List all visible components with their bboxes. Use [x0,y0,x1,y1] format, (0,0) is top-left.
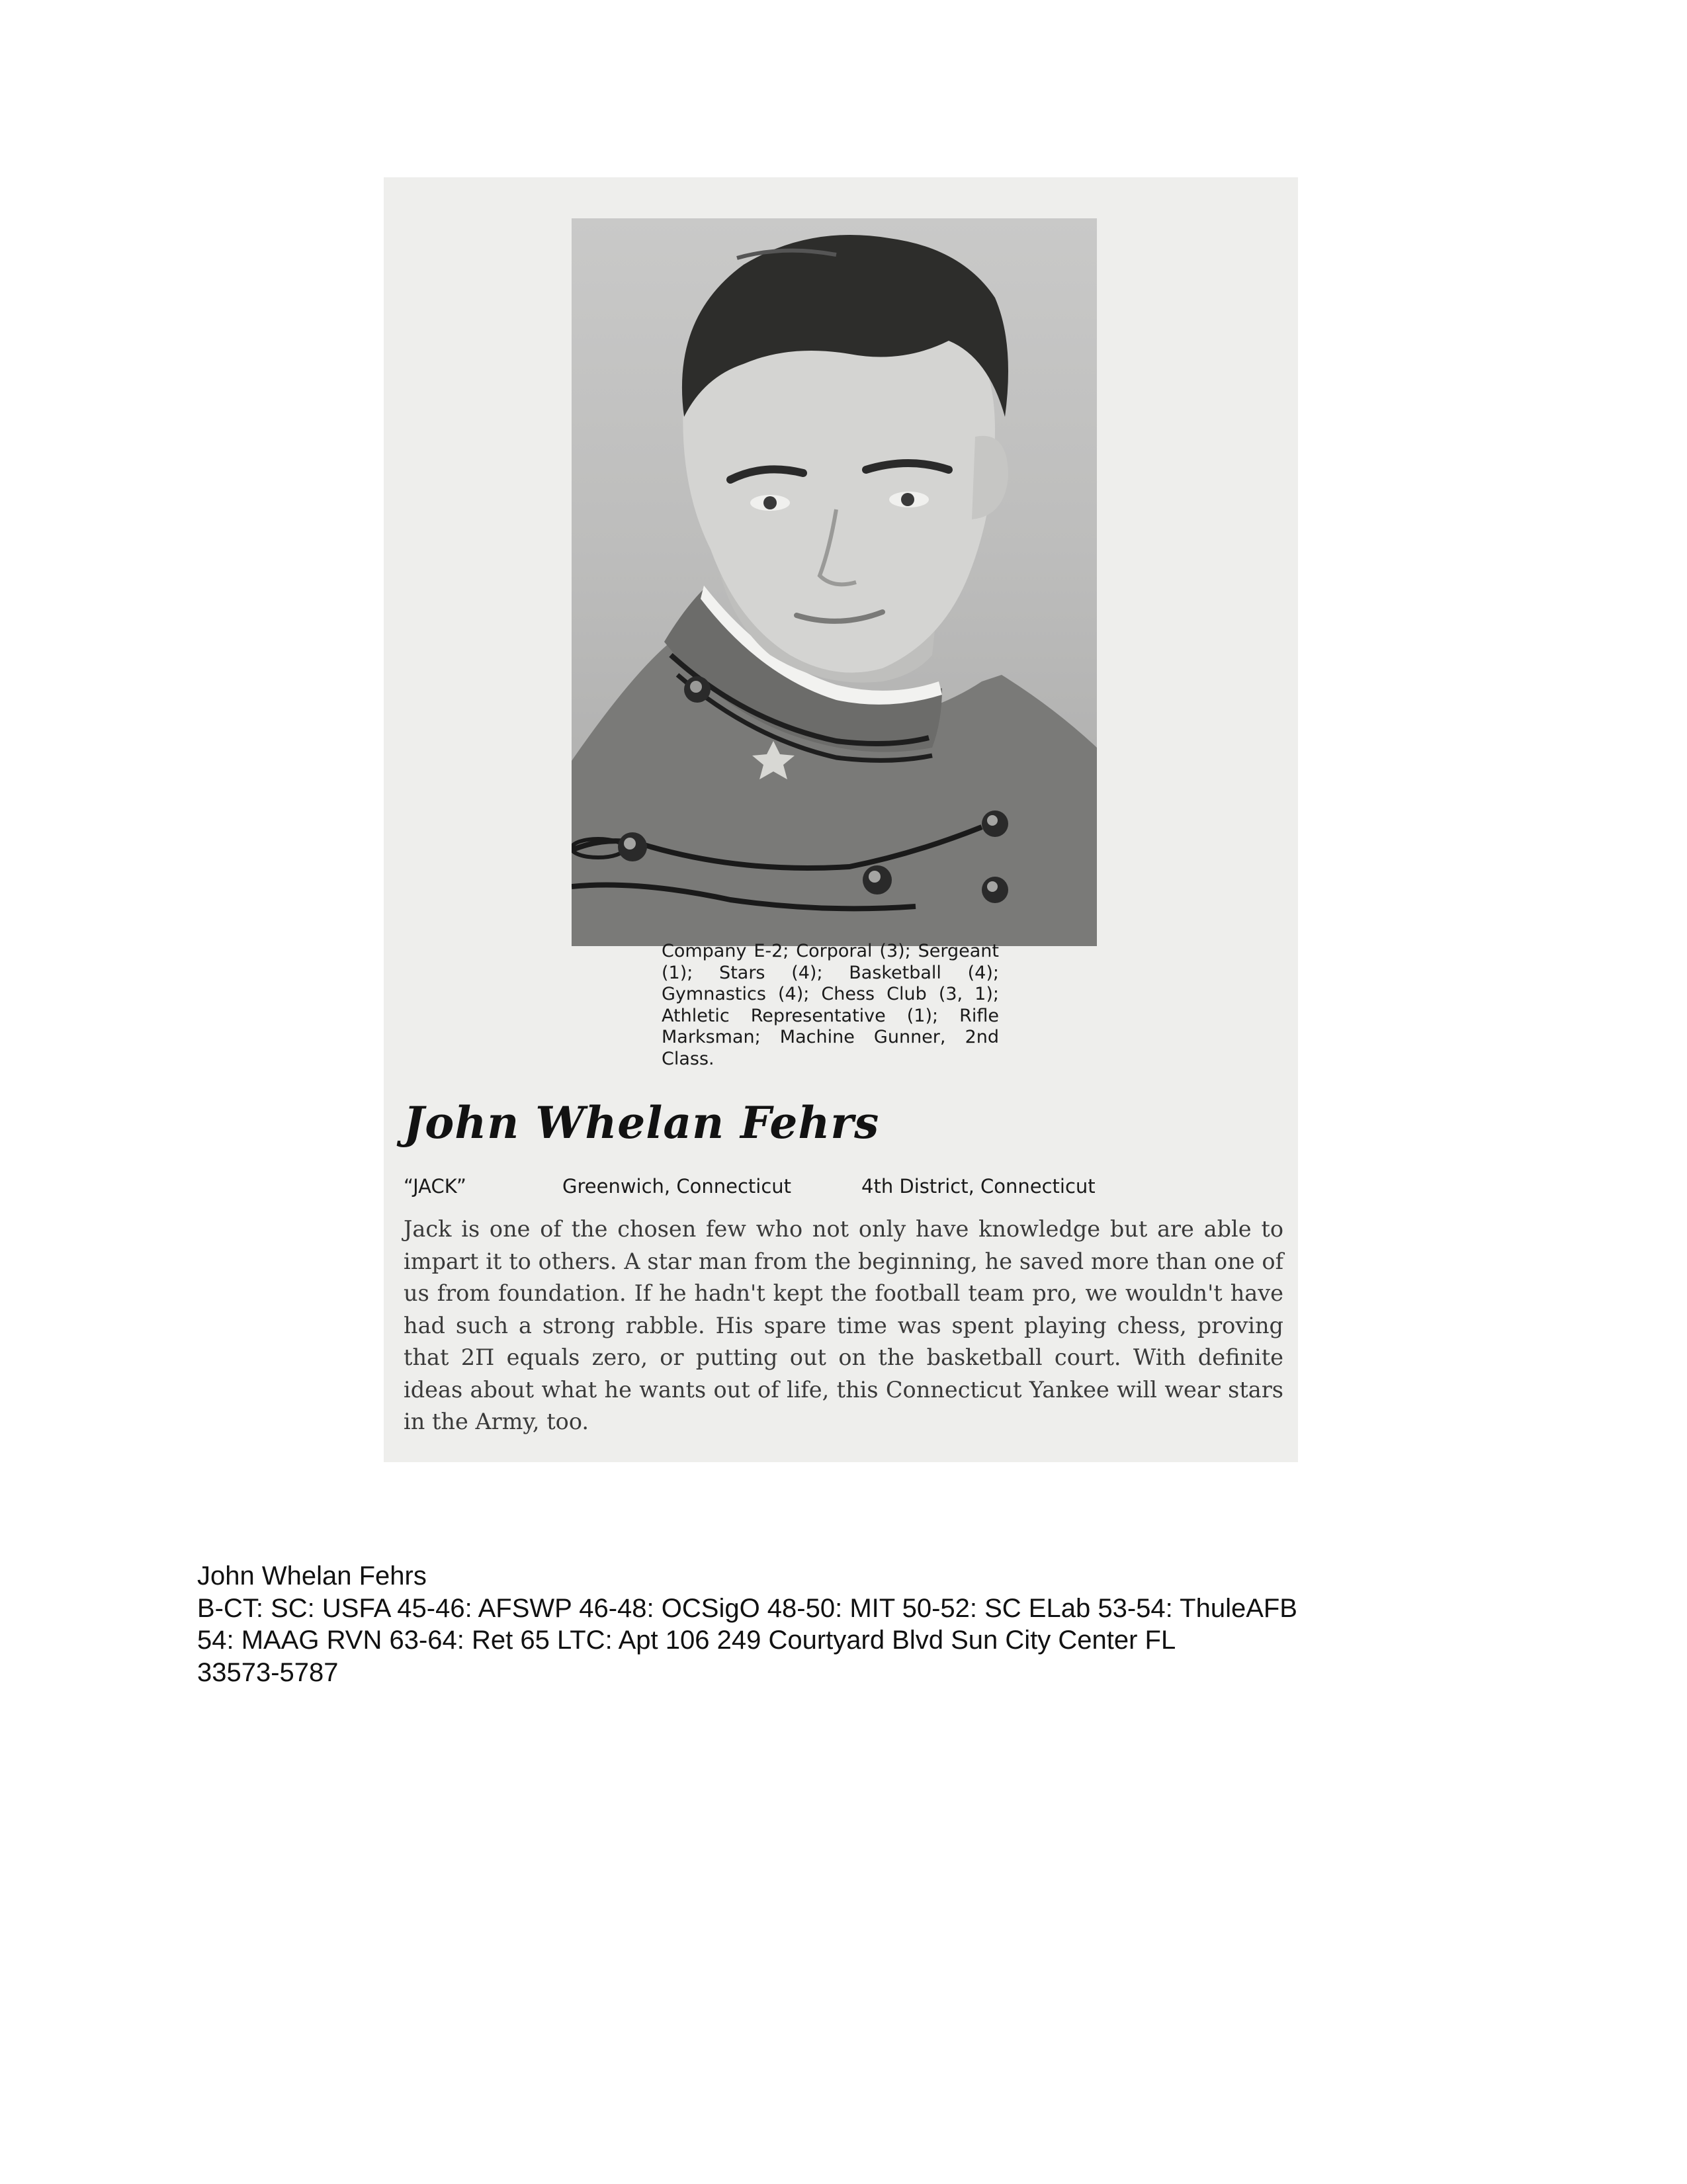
caption-line-3: 33573-5787 [197,1657,339,1687]
biography-paragraph: Jack is one of the chosen few who not only have knowledge but are able to impart it to others. A star man from the beginning, he saved more than one of us from foundation. If he hadn't kept the football team pro, we wouldn't have had such a strong rabble. His spare time was spent playing chess, proving that 2Π equals zero, or putting out on the basketball court. With definite ideas about what he wants out of life, this Connecticut Yankee will wear stars in the Army, too. [404,1216,1283,1434]
district: 4th District, Connecticut [861,1175,1096,1198]
caption-line-2: 54: MAAG RVN 63-64: Ret 65 LTC: Apt 106 249 Courtyard Blvd Sun City Center FL [197,1626,1176,1655]
hometown: Greenwich, Connecticut [562,1175,792,1198]
caption-block [197,1560,1520,1688]
caption-line-1: B-CT: SC: USFA 45-46: AFSWP 46-48: OCSigO 48-50: MIT 50-52: SC ELab 53-54: ThuleAFB [197,1593,1297,1623]
caption-name: John Whelan Fehrs [197,1561,427,1591]
yearbook-scan [384,177,1298,1462]
activities-list: Company E-2; Corporal (3); Sergeant (1); Stars (4); Basketball (4); Gymnastics (4); Chess Club (3, 1); Athletic Representative (1); Rifle Marksman; Machine Gunner, 2nd Class. [662,941,999,1069]
nickname: “JACK” [404,1175,466,1198]
cadet-portrait-photo [572,218,1097,946]
portrait-illustration [572,218,1097,946]
signature-name: John Whelan Fehrs [404,1097,880,1149]
